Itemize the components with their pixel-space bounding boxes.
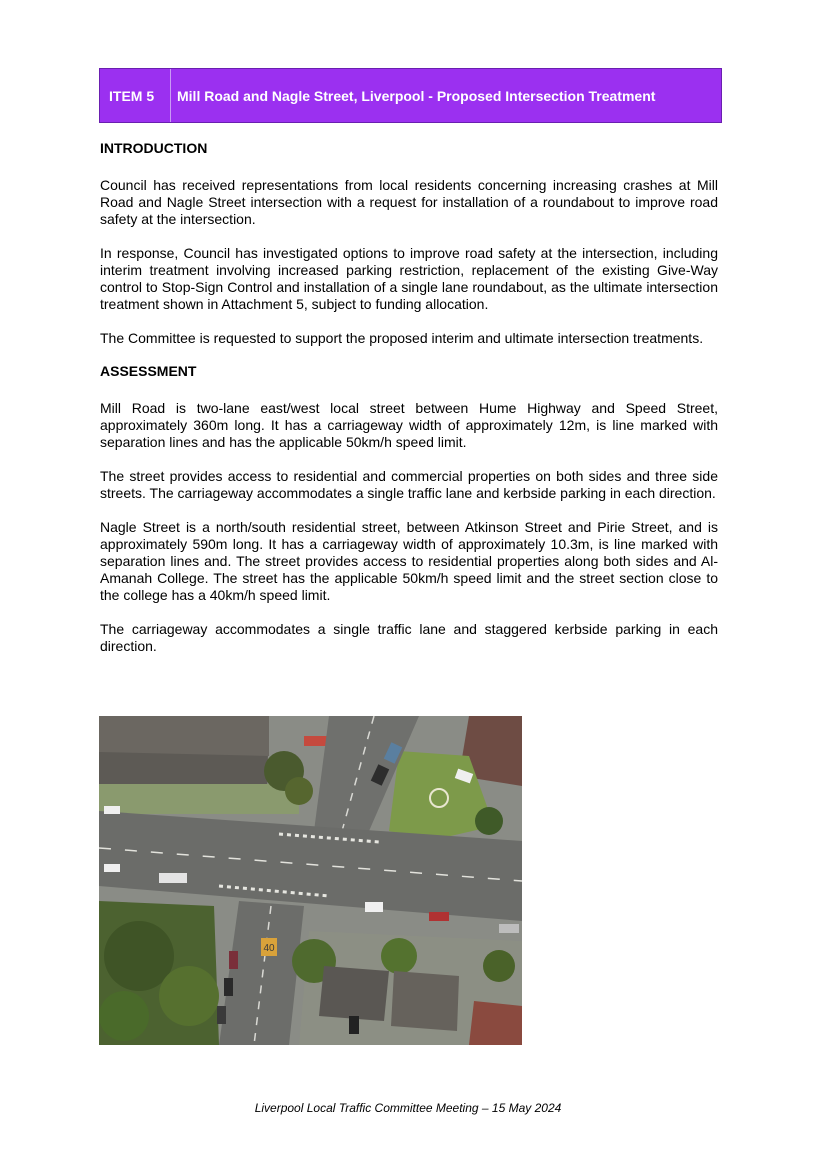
item-number: ITEM 5	[100, 69, 171, 122]
introduction-heading: INTRODUCTION	[100, 140, 208, 156]
report-body	[100, 140, 718, 672]
assessment-paragraph-4: The carriageway accommodates a single traffic lane and staggered kerbside parking in each direction.	[100, 621, 718, 654]
introduction-paragraph-2: In response, Council has investigated options to improve road safety at the intersection, including interim treatment involving increased parking restriction, replacement of the existing Give-Way control to Stop-Sign Control and installation of a single lane roundabout, as the ultimate intersection treatment shown in Attachment 5, subject to funding allocation.	[100, 245, 718, 312]
introduction-paragraph-3: The Committee is requested to support the proposed interim and ultimate intersection treatments.	[100, 330, 704, 346]
road-marking-40: 40	[263, 943, 275, 954]
assessment-paragraph-3: Nagle Street is a north/south residential street, between Atkinson Street and Pirie Street, and is approximately 590m long. It has a carriageway width of approximately 10.3m, is line marked with separation lines and. The street provides access to residential properties along both sides and Al-Amanah College. The street has the applicable 50km/h speed limit and the street section close to the college has a 40km/h speed limit.	[100, 519, 718, 603]
item-title: Mill Road and Nagle Street, Liverpool - Proposed Intersection Treatment	[177, 87, 656, 104]
assessment-paragraph-1: Mill Road is two-lane east/west local street between Hume Highway and Speed Street, approximately 360m long. It has a carriageway width of approximately 12m, is line marked with separation lines and has the applicable 50km/h speed limit.	[100, 400, 718, 450]
assessment-heading: ASSESSMENT	[100, 363, 197, 379]
aerial-photo-intersection	[99, 716, 522, 1045]
introduction-paragraph-1: Council has received representations from local residents concerning increasing crashes at Mill Road and Nagle Street intersection with a request for installation of a roundabout to improve road safety at the intersection.	[100, 177, 718, 227]
footer-meeting-info: Liverpool Local Traffic Committee Meeting – 15 May 2024	[254, 1101, 562, 1115]
item-header-banner	[99, 68, 722, 123]
assessment-paragraph-2: The street provides access to residential and commercial properties on both sides and three side streets. The carriageway accommodates a single traffic lane and kerbside parking in each direction.	[100, 468, 718, 501]
